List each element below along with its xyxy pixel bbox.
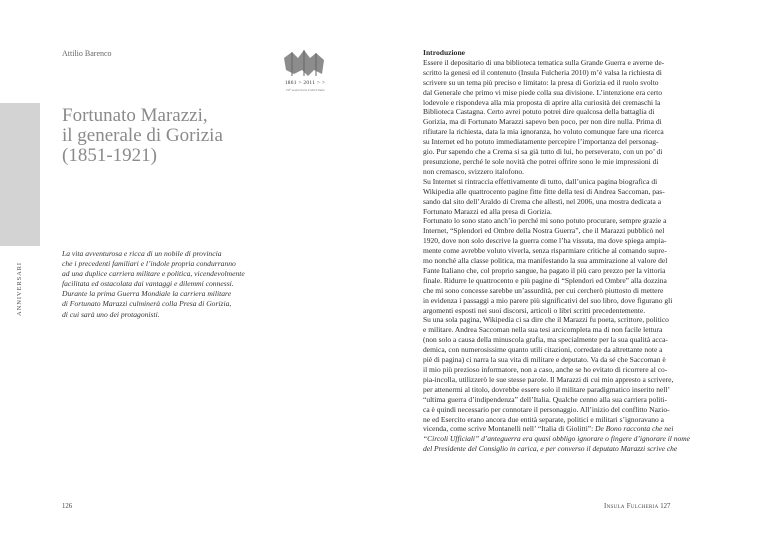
body-line: Fortunato lo sono stato anch’io perché mi sono potuto procurare, sempre grazie a [423, 216, 667, 226]
body-line: scrivere su un tema più preciso e limitato: la presa di Gorizia ed il ruolo svolto [423, 77, 659, 87]
body-line: che mi sono concesse sarebbe un’assurdità, per cui cercherò piuttosto di mettere [423, 285, 664, 295]
body-line: in evidenza i passaggi a mio parere più significativi del suo libro, dove figurano gli [423, 295, 673, 305]
lead-line: facilitata ed ostacolata dai vantaggi e dilemmi connessi. [62, 279, 234, 289]
body-line: il mio più prezioso informatore, non a caso, anche se ho evitato di ricorrere al co- [423, 365, 668, 374]
body-line: dal Generale che primo vi mise piede colla sua divisione. L’intenzione era certo [423, 87, 663, 97]
body-line: mo nonché alla classe politica, ma manifestando la sua ammirazione al valore del [423, 256, 668, 266]
body-line: per attenermi al titolo, dovrebbe essere solo il militare paradigmatico inserito nell’ [423, 384, 671, 394]
article-body [423, 48, 708, 454]
body-line: Fortunato Marazzi ed alla presa di Gorizia. [423, 206, 552, 216]
body-line: e militare. Andrea Saccoman nella sua tesi arcicompleta ma di non facile lettura [423, 325, 663, 335]
lead-line: La vita avventurosa e ricca di un nobile di provincia [62, 249, 222, 258]
logo-years: 1861 > 2011 > > [284, 80, 326, 86]
article-title [62, 106, 223, 166]
quote-line: “Circoli Ufficiali” d’anteguerra era quasi obbligo ignorare o fingere d’ignorare il nome [423, 434, 691, 444]
page-number-left: 126 [62, 503, 73, 510]
body-line: gio. Pur sapendo che a Crema si sa già tutto di lui, ho perseverato, con un po’ di [423, 147, 663, 157]
page-footer-right [604, 503, 670, 510]
quote-text: De Bono racconta che nei [593, 424, 674, 434]
body-line: 1920, dove non solo descrive la guerra come l’ha vissuta, ma dove spiega ampia- [423, 236, 667, 246]
side-band [0, 103, 40, 246]
page-number-right: 127 [660, 503, 671, 510]
body-line: piè di pagina) ci narra la sua vita di militare e deputato. Va da sé che Saccoman è [423, 355, 666, 365]
body-line: Su una sola pagina, Wikipedia ci sa dire che il Marazzi fu poeta, scrittore, politico [423, 315, 669, 325]
lead-line: che i precedenti familiari e l’indole propria condurranno [62, 259, 236, 269]
body-line: demica, con numerosissime quanto utili citazioni, corredate da altrettante note a [423, 345, 663, 355]
body-line: ne ed Esercito erano ancora due entità separate, politici e militari s’ignoravano a [423, 414, 664, 424]
body-line: non cremasco, svizzero italofono. [423, 166, 525, 176]
title-line: (1851-1921) [62, 145, 157, 166]
body-line: (non solo a causa della minuscola grafia, ma specialmente per la sua qualità acca- [423, 335, 668, 345]
quote-line: del Presidente del Consiglio in carica, e per converso il deputato Marazzi scrive che [423, 444, 678, 454]
section-heading: Introduzione [423, 48, 466, 57]
body-line: Fante Italiano che, col proprio sangue, ha pagato il più caro prezzo per la vittoria [423, 265, 666, 275]
logo-subtitle: 150° anniversario Unità d’Italia [285, 88, 325, 92]
body-text [423, 58, 708, 454]
section-label: ANNIVERSARI [16, 262, 23, 316]
body-line: Su Internet si rintraccia effettivamente di tutto, dall’unica pagina biografica di [423, 176, 658, 186]
body-line: “ultima guerra d’indipendenza” dell’Italia. Qualche cenno alla sua carriera politi- [423, 394, 668, 404]
body-line: Biblioteca Castagna. Certo avrei potuto potrei dire qualcosa della battaglia di [423, 107, 655, 117]
body-line: Gorizia, ma di Fortunato Marazzi sapevo ben poco, per non dire nulla. Prima di [423, 117, 662, 127]
body-line: finale. Ridurre le quattrocento e più pagine di “Splendori ed Ombre” alla dozzina [423, 275, 667, 285]
lead-line: di Fortunato Marazzi culminerà colla Presa di Gorizia, [62, 299, 232, 309]
body-line: sando dal sito dell’Araldo di Crema che allestì, nel 2006, una mostra dedicata a [423, 196, 662, 206]
body-line: ca è quindi necessario per connotare il personaggio. All’inizio del conflitto Nazio- [423, 404, 670, 414]
body-line: su Internet ed ho potuto immediatamente percepire l’importanza del personag- [423, 137, 659, 147]
body-line: pia-incolla, utilizzerò le sue stesse parole. Il Marazzi di cui mio appresto a scrivere, [423, 374, 674, 384]
body-line: Internet, “Splendori ed Ombre della Nostra Guerra”, che il Marazzi pubblicò nel [423, 226, 665, 236]
body-line: rifiutare la richiesta, data la mia ignoranza, ho voluto comunque fare una ricerca [423, 127, 664, 137]
lead-line: di cui sarà uno dei protagonisti. [62, 309, 160, 319]
body-line: vicenda, come scrive Montanelli nell’ “Italia di Giolitti”: De Bono racconta che nei [423, 424, 674, 434]
body-line: Wikipedia alle quattrocento pagine fitte fitte della tesi di Andrea Saccoman, pas- [423, 186, 665, 196]
title-line: il generale di Gorizia [62, 125, 223, 146]
author-name: Attilio Barenco [62, 49, 112, 58]
body-line: lodevole e rispondeva alla mia proposta di aprire alla curiosità dei cremaschi la [423, 97, 661, 107]
body-line: argomenti esposti nei suoi discorsi, articoli o libri scritti precedentemente. [423, 305, 646, 315]
lead-abstract [62, 249, 302, 320]
lead-line: ad una duplice carriera militare e politica, vicendevolmente [62, 269, 245, 279]
body-line: presunzione, perché le sole novità che potrei offrire sono le mie impressioni di [423, 156, 659, 166]
lead-line: Durante la prima Guerra Mondiale la carriera militare [62, 289, 232, 299]
body-line: mente come avrebbe voluto viverla, senza risparmiare critiche al comando supre- [423, 246, 667, 256]
title-line: Fortunato Marazzi, [62, 105, 208, 126]
journal-name: Insula Fulcheria [604, 503, 659, 510]
body-line: scritto la genesi ed il contenuto (Insula Fulcheria 2010) m’è valsa la richiesta di [423, 67, 662, 77]
body-line: Essere il depositario di una biblioteca tematica sulla Grande Guerra e averne de- [423, 57, 665, 67]
